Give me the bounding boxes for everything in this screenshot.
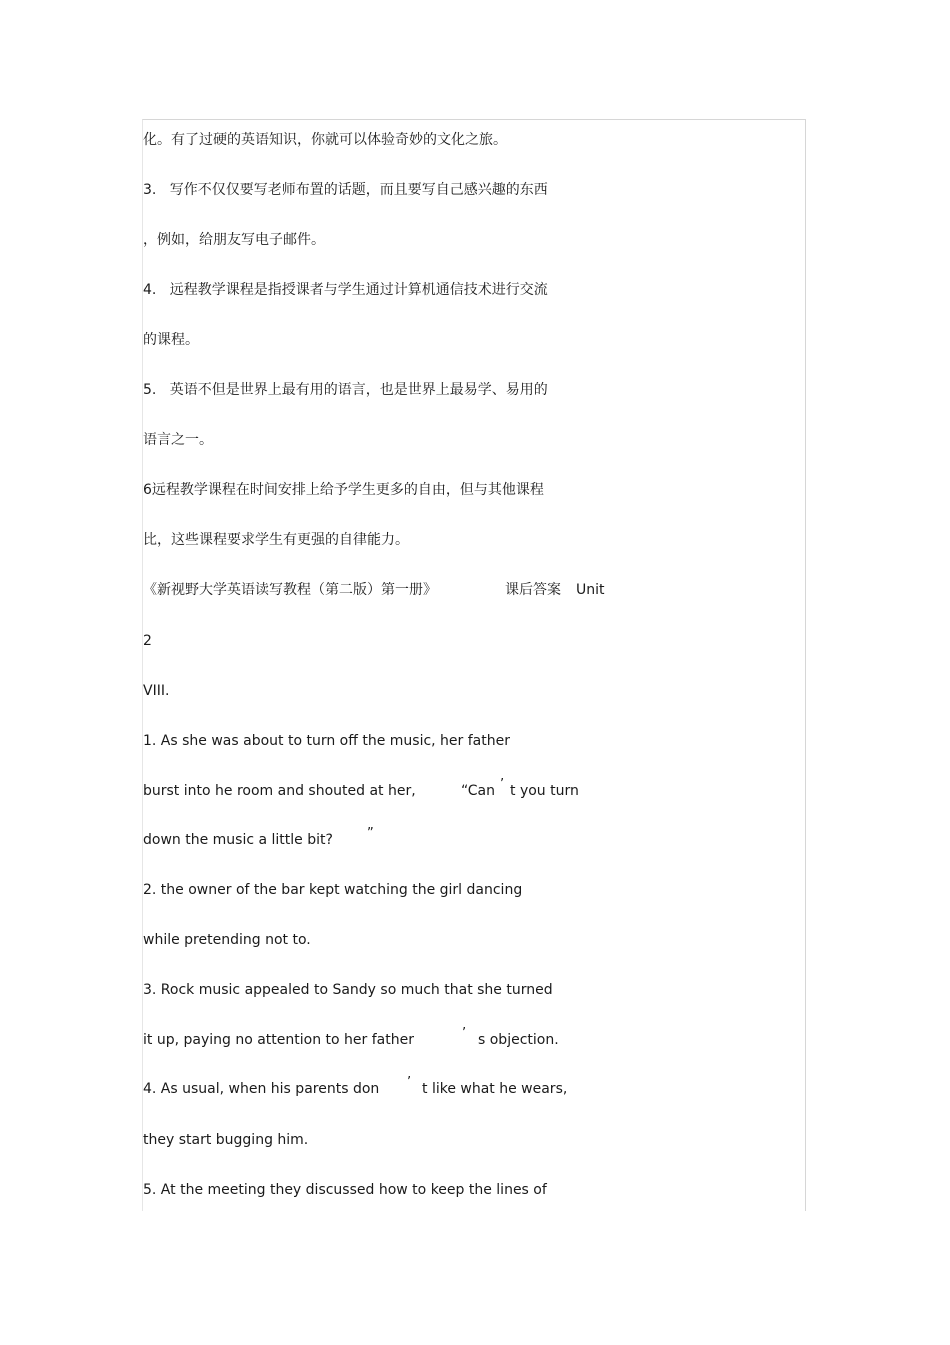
answer-5-line-1: 5. At the meeting they discussed how to keep the lines of — [143, 1182, 547, 1198]
answer-4-line-2: they start bugging him. — [143, 1132, 309, 1148]
text-line-1: 化。有了过硬的英语知识，你就可以体验奇妙的文化之旅。 — [143, 132, 507, 148]
text-line-5: 的课程。 — [143, 332, 199, 348]
heading-book-title: 《新视野大学英语读写教程（第二版）第一册》 — [143, 582, 437, 598]
answer-1-line-1: 1. As she was about to turn off the music, her father — [143, 733, 510, 749]
heading-answers: 课后答案 — [505, 582, 561, 598]
answer-3-apostrophe: ’ — [462, 1026, 467, 1041]
answer-4-apostrophe: ’ — [407, 1075, 412, 1090]
answer-1-line-3: down the music a little bit? — [143, 832, 333, 848]
text-line-6: 5. 英语不但是世界上最有用的语言，也是世界上最易学、易用的 — [143, 382, 548, 398]
text-line-2: 3. 写作不仅仅要写老师布置的话题，而且要写自己感兴趣的东西 — [143, 182, 548, 198]
answer-1-apostrophe: ’ — [500, 777, 505, 792]
answer-2-line-1: 2. the owner of the bar kept watching the girl dancing — [143, 882, 523, 898]
text-line-4: 4. 远程教学课程是指授课者与学生通过计算机通信技术进行交流 — [143, 282, 548, 298]
text-line-3: ，例如，给朋友写电子邮件。 — [143, 232, 325, 248]
text-line-9: 比，这些课程要求学生有更强的自律能力。 — [143, 532, 409, 548]
answer-1-quote-open: “Can — [461, 783, 495, 799]
heading-unit: Unit — [576, 582, 605, 598]
answer-4-line-1-end: t like what he wears, — [422, 1081, 568, 1097]
answer-2-line-2: while pretending not to. — [143, 932, 311, 948]
answer-4-line-1: 4. As usual, when his parents don — [143, 1081, 380, 1097]
answer-1-quote-close: ” — [367, 826, 374, 841]
answer-1-quote-rest: t you turn — [510, 783, 579, 799]
answer-3-line-1: 3. Rock music appealed to Sandy so much that she turned — [143, 982, 553, 998]
unit-number: 2 — [143, 633, 152, 649]
section-label: VIII. — [143, 683, 170, 699]
text-line-8: 6远程教学课程在时间安排上给予学生更多的自由，但与其他课程 — [143, 482, 544, 498]
answer-1-line-2: burst into he room and shouted at her, — [143, 783, 416, 799]
answer-3-line-2: it up, paying no attention to her father — [143, 1032, 414, 1048]
answer-3-line-2-end: s objection. — [478, 1032, 559, 1048]
text-line-7: 语言之一。 — [143, 432, 213, 448]
